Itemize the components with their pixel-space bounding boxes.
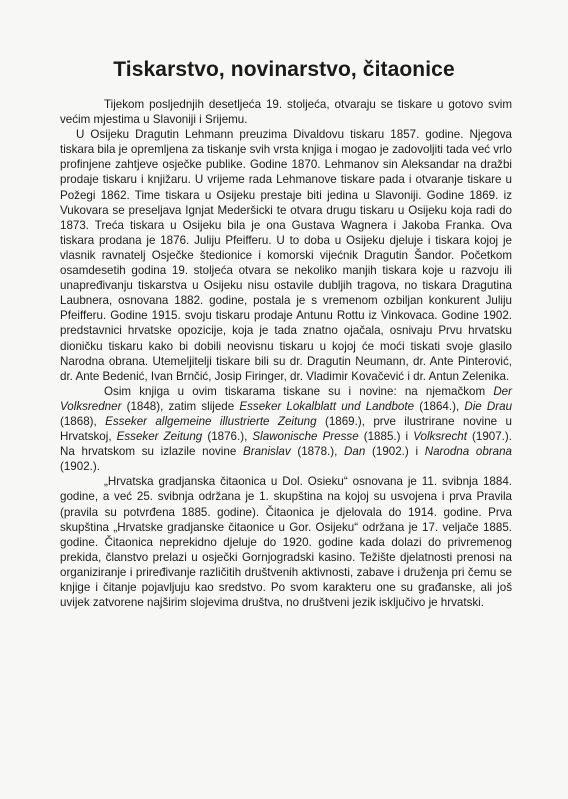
publication-title: Esseker allgemeine illustrierte Zeitung xyxy=(105,414,317,428)
paragraph-text: (1876.), xyxy=(202,430,253,444)
paragraph-text: (1902.). xyxy=(60,460,100,474)
paragraph-text: (1885.) i xyxy=(358,430,414,444)
publication-title: Die Drau xyxy=(464,399,513,413)
paragraph xyxy=(60,97,512,127)
paragraph-text: U Osijeku Dragutin Lehmann preuzima Divaldovu tiskaru 1857. godine. Njegova tiskara bila je opremljena za tiskanje svih vrsta knjiga i mogao je zadovoljiti tada već vrlo profinjene zahtjeve osječke publike. Godine 1870. Lehmanov sin Aleksandar na dražbi prodaje tiskaru i knjižaru. U vrijeme rada Lehmanove tiskare pada i otvaranje tiskare u Požegi 1862. Time tiskara u Osijeku prestaje biti jedina u Slavoniji. Godine 1869. iz Vukovara se preseljava Ignjat Mederšicki te otvara drugu tiskaru u Osijeku koja radi do 1873. Treća tiskara u Osijeku bila je ona Gustava Wagnera i Jakoba Franka. Ova tiskara prodana je 1876. Juliju Pfeifferu. U to doba u Osijeku djeluje i tiskara kojoj je vlasnik ravnatelj Osječke štedionice i komorski vijećnik Dragutin Šandor. Početkom osamdesetih godina 19. stoljeća otvara se nekoliko manjih tiskara koje u razvoju ili unapređivanju tiskarstva u Osijeku nisu ostavile dubljih tragova, no tiskara Dragutina Laubnera, osnovana 1882. godine, postala je s vremenom ozbiljan konkurent Juliju Pfeifferu. Godine 1915. svoju tiskaru prodaje Antunu Rottu iz Vinkovaca. Godine 1902. predstavnici hrvatske opozicije, koja je tada znatno ojačala, osnivaju Prvu hrvatsku dioničku tiskaru kako bi dobili neovisnu tiskaru u kojoj će moći tiskati svoje glasilo Narodna obrana. Utemeljitelji tiskare bili su dr. Dragutin Neumann, dr. Ante Pinterović, dr. Ante Bedenić, Ivan Brnčić, Josip Firinger, dr. Vladimir Kovačević i dr. Antun Zelenika. xyxy=(60,128,512,383)
publication-title: Dan xyxy=(344,445,366,459)
paragraph-text: (1878.), xyxy=(290,445,345,459)
page-title: Tiskarstvo, novinarstvo, čitaonice xyxy=(113,58,455,81)
publication-title: Slawonische Presse xyxy=(252,430,359,444)
paragraph-text: (1868), xyxy=(60,414,106,428)
publication-title: Der Volksredner xyxy=(60,384,512,413)
paragraph-text: (1907.). Na hrvatskom su izlazile novine xyxy=(60,430,512,459)
paragraph-text: Osim knjiga u ovim tiskarama tiskane su i novine: na njemačkom xyxy=(104,384,494,398)
paragraph-text: Tijekom posljednjih desetljeća 19. stoljeća, otvaraju se tiskare u gotovo svim većim mjestima u Slavoniji i Srijemu. xyxy=(60,98,512,127)
paragraph-text: (1848), zatim slijede xyxy=(121,399,240,413)
publication-title: Volksrecht xyxy=(413,430,467,444)
paragraph xyxy=(60,384,512,475)
publication-title: Esseker Lokalblatt und Landbote xyxy=(239,399,415,413)
paragraph-text: (1864.), xyxy=(414,399,465,413)
paragraph xyxy=(60,127,512,384)
paragraph-text: „Hrvatska gradjanska čitaonica u Dol. Osieku“ osnovana je 11. svibnja 1884. godine, a već 25. svibnja održana je 1. skupština na kojoj su usvojena i prva Pravila (pravila su potvrđena 1885. godine). Čitaonica je djelovala do 1914. godine. Prva skupština „Hrvatske gradjanske čitaonice u Gor. Osijeku“ održana je 17. veljače 1885. godine. Čitaonica neprekidno djeluje do 1920. godine kada dolazi do privremenog prekida, članstvo prelazi u osječki Gornjogradski kasino. Težište djelatnosti prenosi na organiziranje i priređivanje različitih društvenih aktivnosti, zabave i druženja pri čemu se knjige i čitanje pojavljuju kao sredstvo. Po svom karakteru one su građanske, ali još uvijek zatvorene najširim slojevima društva, no društveni jezik isključivo je hrvatski. xyxy=(60,475,512,610)
paragraph-text: (1902.) i xyxy=(365,445,425,459)
body-text xyxy=(60,97,512,610)
publication-title: Narodna obrana xyxy=(424,445,512,459)
publication-title: Branislav xyxy=(242,445,291,459)
publication-title: Esseker Zeitung xyxy=(116,430,203,444)
paragraph xyxy=(60,474,512,610)
paragraph-text: (1869.), prve ilustrirane novine u Hrvatskoj, xyxy=(60,414,512,444)
